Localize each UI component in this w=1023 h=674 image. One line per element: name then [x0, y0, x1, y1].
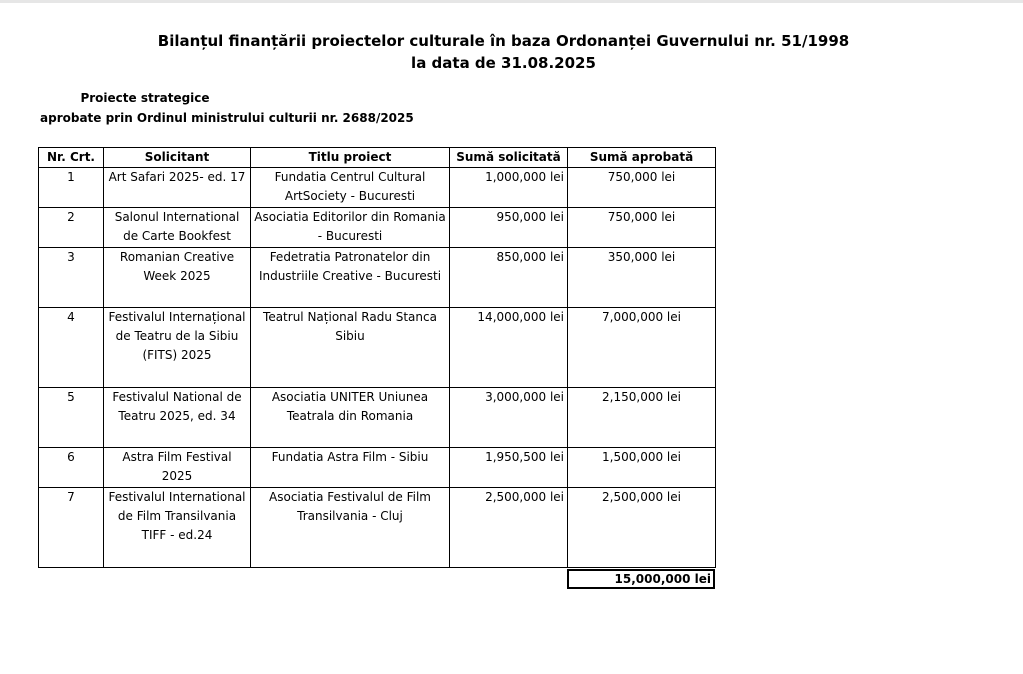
section-heading — [0, 88, 414, 128]
cell-suma-aprobata: 750,000 lei — [568, 168, 716, 208]
cell-nr: 4 — [39, 308, 104, 388]
section-line-2: aprobate prin Ordinul ministrului culturii nr. 2688/2025 — [40, 111, 414, 125]
table-header-row — [39, 148, 716, 168]
cell-suma-aprobata: 350,000 lei — [568, 248, 716, 308]
cell-nr: 1 — [39, 168, 104, 208]
cell-nr: 6 — [39, 448, 104, 488]
cell-titlu: Asociatia Festivalul de Film Transilvania - Cluj — [251, 488, 450, 568]
cell-suma-aprobata: 750,000 lei — [568, 208, 716, 248]
col-header-suma-solicitata: Sumă solicitată — [450, 148, 568, 168]
cell-titlu: Teatrul Național Radu Stanca Sibiu — [251, 308, 450, 388]
section-line-1: Proiecte strategice — [80, 91, 210, 105]
cell-titlu: Asociatia Editorilor din Romania - Bucuresti — [251, 208, 450, 248]
cell-titlu: Asociatia UNITER Uniunea Teatrala din Romania — [251, 388, 450, 448]
cell-suma-solicitata: 3,000,000 lei — [450, 388, 568, 448]
cell-suma-solicitata: 1,000,000 lei — [450, 168, 568, 208]
col-header-titlu: Titlu proiect — [251, 148, 450, 168]
cell-suma-aprobata: 2,150,000 lei — [568, 388, 716, 448]
cell-suma-solicitata: 850,000 lei — [450, 248, 568, 308]
cell-suma-aprobata: 7,000,000 lei — [568, 308, 716, 388]
cell-suma-solicitata: 1,950,500 lei — [450, 448, 568, 488]
title-line-1: Bilanțul finanțării proiectelor culturale în baza Ordonanței Guvernului nr. 51/1998 — [157, 32, 850, 50]
cell-nr: 5 — [39, 388, 104, 448]
col-header-nr: Nr. Crt. — [39, 148, 104, 168]
cell-solicitant: Astra Film Festival 2025 — [104, 448, 251, 488]
title-line-2: la data de 31.08.2025 — [411, 54, 596, 72]
cell-suma-aprobata: 2,500,000 lei — [568, 488, 716, 568]
col-header-solicitant: Solicitant — [104, 148, 251, 168]
table-row — [39, 168, 716, 208]
table-row — [39, 208, 716, 248]
table-row — [39, 488, 716, 568]
cell-solicitant: Salonul International de Carte Bookfest — [104, 208, 251, 248]
table-row — [39, 388, 716, 448]
table-row — [39, 308, 716, 388]
cell-suma-solicitata: 2,500,000 lei — [450, 488, 568, 568]
table-row — [39, 448, 716, 488]
document-title — [0, 30, 1007, 74]
cell-nr: 7 — [39, 488, 104, 568]
col-header-suma-aprobata: Sumă aprobată — [568, 148, 716, 168]
cell-suma-solicitata: 14,000,000 lei — [450, 308, 568, 388]
table-row — [39, 248, 716, 308]
total-approved: 15,000,000 lei — [567, 569, 715, 589]
cell-solicitant: Festivalul Internațional de Teatru de la Sibiu (FITS) 2025 — [104, 308, 251, 388]
cell-solicitant: Art Safari 2025- ed. 17 — [104, 168, 251, 208]
cell-nr: 2 — [39, 208, 104, 248]
cell-nr: 3 — [39, 248, 104, 308]
cell-titlu: Fundatia Astra Film - Sibiu — [251, 448, 450, 488]
cell-suma-aprobata: 1,500,000 lei — [568, 448, 716, 488]
cell-suma-solicitata: 950,000 lei — [450, 208, 568, 248]
projects-table — [38, 147, 716, 568]
cell-solicitant: Romanian Creative Week 2025 — [104, 248, 251, 308]
top-shade-bar — [0, 0, 1023, 3]
cell-titlu: Fedetratia Patronatelor din Industriile Creative - Bucuresti — [251, 248, 450, 308]
cell-titlu: Fundatia Centrul Cultural ArtSociety - Bucuresti — [251, 168, 450, 208]
cell-solicitant: Festivalul International de Film Transilvania TIFF - ed.24 — [104, 488, 251, 568]
cell-solicitant: Festivalul National de Teatru 2025, ed. 34 — [104, 388, 251, 448]
